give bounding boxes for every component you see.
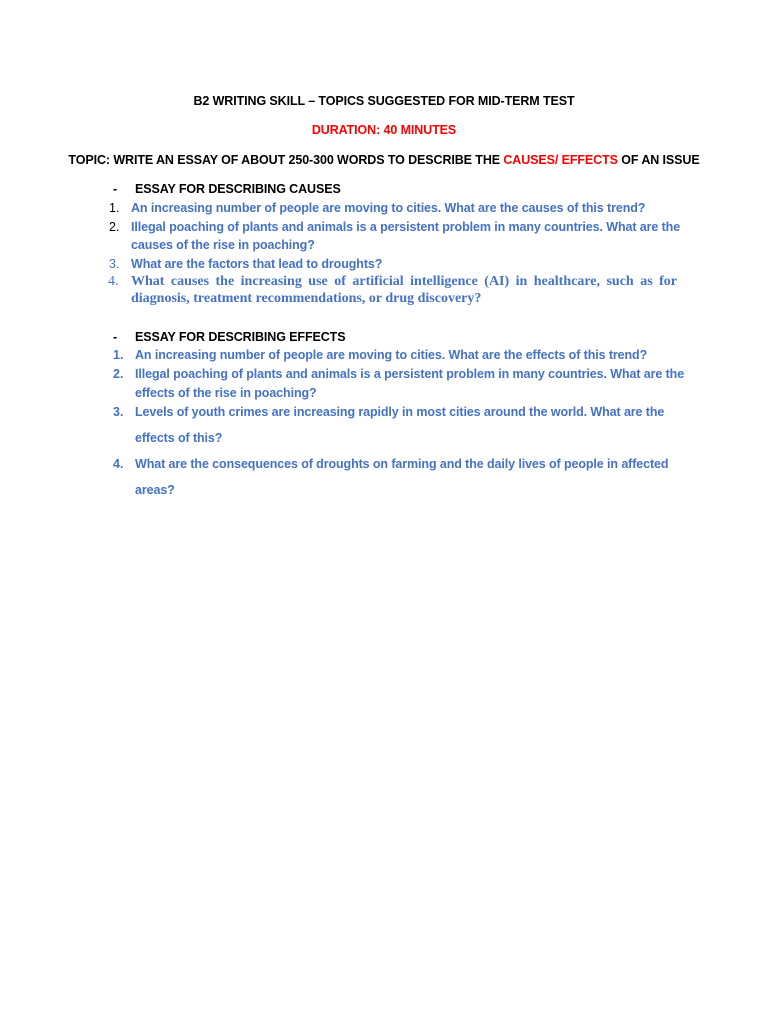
effects-item-2-number: 2. xyxy=(113,367,124,381)
effects-item-4-number: 4. xyxy=(113,457,124,471)
duration-label: DURATION: 40 MINUTES xyxy=(311,123,457,137)
causes-item-4-text-line-2: diagnosis, treatment recommendations, or drug discovery? xyxy=(131,291,482,306)
causes-item-2-text-line-2: causes of the rise in poaching? xyxy=(131,238,315,252)
effects-item-4-text-line-1: What are the consequences of droughts on farming and the daily lives of people in affected xyxy=(135,457,669,471)
topic-highlight: CAUSES/ EFFECTS xyxy=(503,153,618,167)
causes-item-2-text-line-1: Illegal poaching of plants and animals is a persistent problem in many countries. What are the xyxy=(131,220,681,234)
effects-heading: ESSAY FOR DESCRIBING EFFECTS xyxy=(135,330,346,344)
effects-bullet: - xyxy=(113,330,118,344)
effects-item-2-text-line-2: effects of the rise in poaching? xyxy=(135,386,317,400)
causes-item-1-text: An increasing number of people are moving to cities. What are the causes of this trend? xyxy=(131,201,646,215)
topic-prefix: TOPIC: WRITE AN ESSAY OF ABOUT 250-300 WORDS TO DESCRIBE THE xyxy=(68,153,504,167)
causes-item-3-number: 3. xyxy=(109,257,120,271)
document-title: B2 WRITING SKILL – TOPICS SUGGESTED FOR MID-TERM TEST xyxy=(193,94,575,108)
causes-item-3-text: What are the factors that lead to droughts? xyxy=(131,257,383,271)
effects-item-4-text-line-2: areas? xyxy=(135,483,175,497)
causes-item-1-number: 1. xyxy=(109,201,120,215)
effects-item-3-text-line-2: effects of this? xyxy=(135,431,223,445)
topic-line xyxy=(0,153,768,167)
causes-heading: ESSAY FOR DESCRIBING CAUSES xyxy=(135,182,341,196)
effects-item-3-text-line-1: Levels of youth crimes are increasing rapidly in most cities around the world. What are the xyxy=(135,405,665,419)
effects-item-1-text: An increasing number of people are moving to cities. What are the effects of this trend? xyxy=(135,348,648,362)
causes-item-4-number: 4. xyxy=(108,274,119,289)
causes-item-4-text-line-1: What causes the increasing use of artificial intelligence (AI) in healthcare, such as for xyxy=(131,274,677,289)
effects-item-2-text-line-1: Illegal poaching of plants and animals is a persistent problem in many countries. What are the xyxy=(135,367,685,381)
causes-item-2-number: 2. xyxy=(109,220,120,234)
effects-item-1-number: 1. xyxy=(113,348,124,362)
causes-bullet: - xyxy=(113,182,118,196)
effects-item-3-number: 3. xyxy=(113,405,124,419)
topic-suffix: OF AN ISSUE xyxy=(617,153,700,167)
